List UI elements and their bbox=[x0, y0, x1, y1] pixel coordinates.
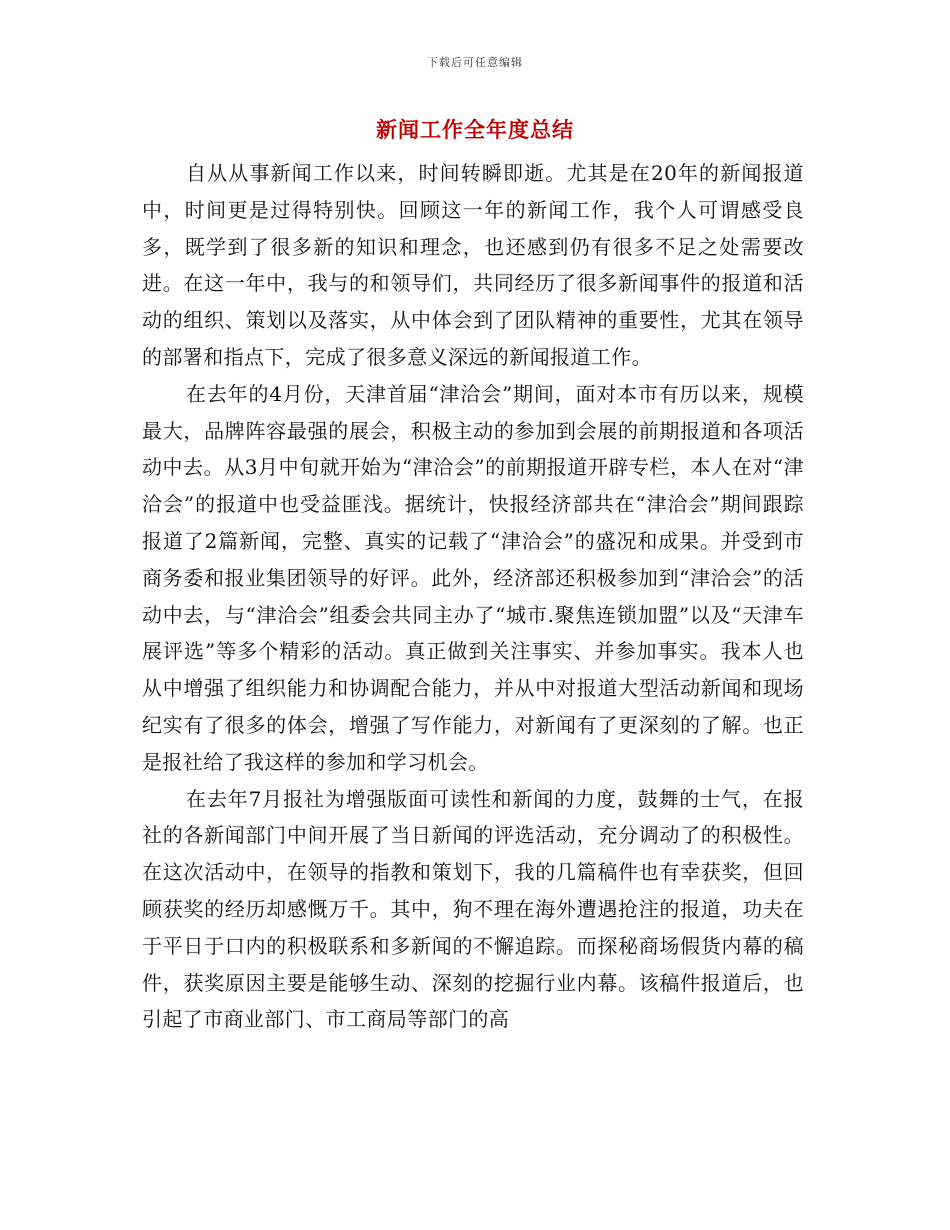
document-title: 新闻工作全年度总结 bbox=[376, 117, 574, 142]
paragraph: 在去年7月报社为增强版面可读性和新闻的力度，鼓舞的士气，在报社的各新闻部门中间开展了当日新闻的评选活动，充分调动了的积极性。在这次活动中，在领导的指教和策划下，我的几篇稿件也有幸获奖，但回顾获奖的经历却感慨万千。其中，狗不理在海外遭遇抢注的报道，功夫在于平日于口内的积极联系和多新闻的不懈追踪。而探秘商场假货内幕的稿件，获奖原因主要是能够生动、深刻的挖掘行业内幕。该稿件报道后，也引起了市商业部门、市工商局等部门的高 bbox=[142, 786, 804, 1032]
document-body bbox=[142, 155, 804, 1038]
paragraph: 自从从事新闻工作以来，时间转瞬即逝。尤其是在20年的新闻报道中，时间更是过得特别快。回顾这一年的新闻工作，我个人可谓感受良多，既学到了很多新的知识和理念，也还感到仍有很多不足之处需要改进。在这一年中，我与的和领导们，共同经历了很多新闻事件的报道和活动的组织、策划以及落实，从中体会到了团队精神的重要性，尤其在领导的部署和指点下，完成了很多意义深远的新闻报道工作。 bbox=[142, 161, 804, 369]
header-note: 下载后可任意编辑 bbox=[427, 56, 523, 69]
paragraph: 在去年的4月份，天津首届“津洽会”期间，面对本市有历以来，规模最大，品牌阵容最强的展会，积极主动的参加到会展的前期报道和各项活动中去。从3月中旬就开始为“津洽会”的前期报道开辟专栏，本人在对“津洽会”的报道中也受益匪浅。据统计，快报经济部共在“津洽会”期间跟踪报道了2篇新闻，完整、真实的记载了“津洽会”的盛况和成果。并受到市商务委和报业集团领导的好评。此外，经济部还积极参加到“津洽会”的活动中去，与“津洽会”组委会共同主办了“城市.聚焦连锁加盟”以及“天津车展评选”等多个精彩的活动。真正做到关注事实、并参加事实。我本人也从中增强了组织能力和协调配合能力，并从中对报道大型活动新闻和现场纪实有了很多的体会，增强了写作能力，对新闻有了更深刻的了解。也正是报社给了我这样的参加和学习机会。 bbox=[142, 381, 804, 774]
